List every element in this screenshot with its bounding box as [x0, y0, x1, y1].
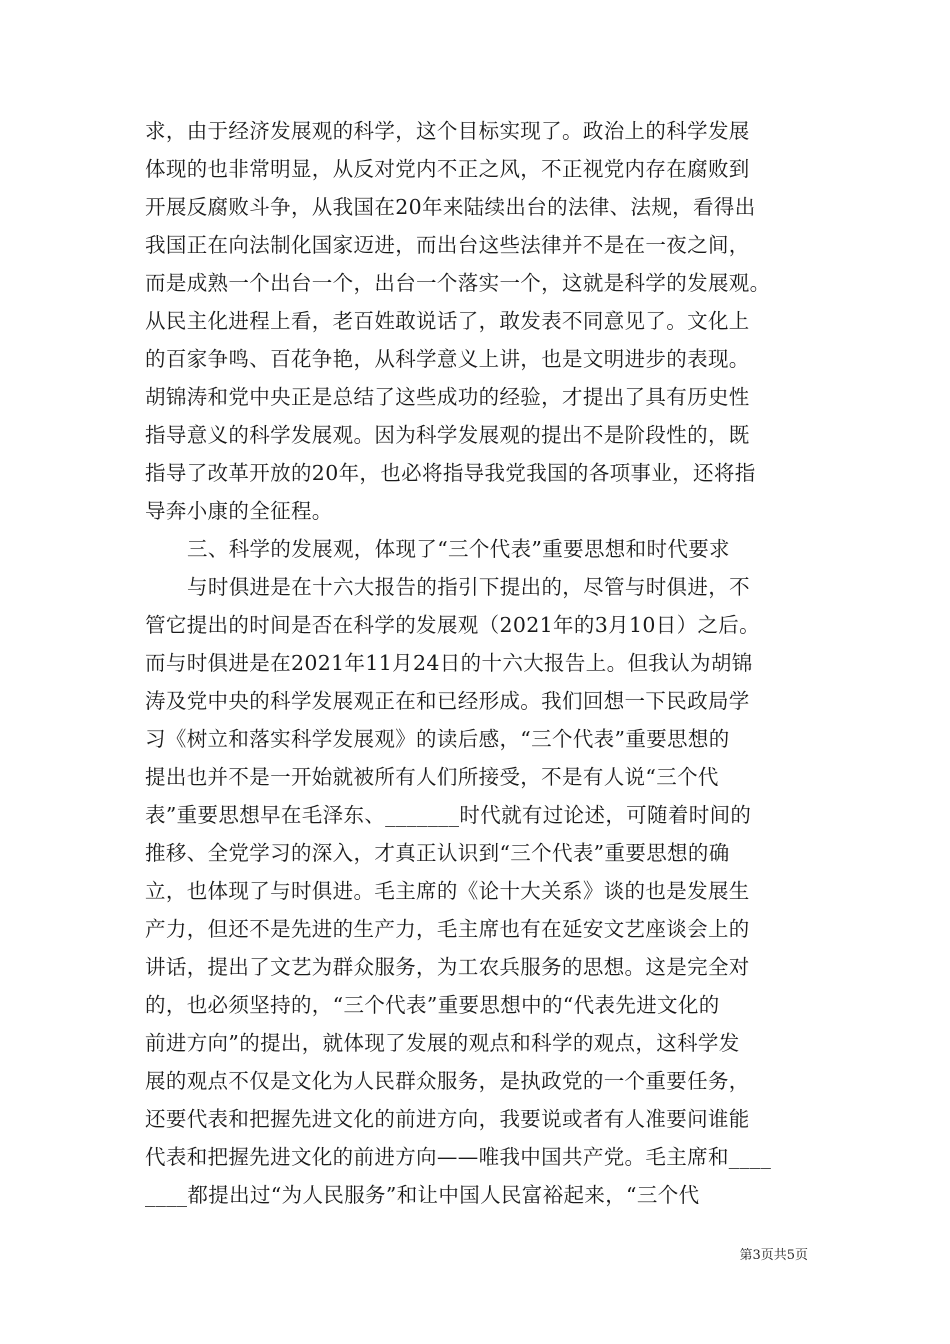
paragraph-first-line: 与时俱进是在十六大报告的指引下提出的，尽管与时俱进，不 — [187, 575, 750, 599]
text-line: 还要代表和把握先进文化的前进方向，我要说或者有人准要问谁能 — [145, 1107, 750, 1131]
text-line: 指导意义的科学发展观。因为科学发展观的提出不是阶段性的，既 — [145, 423, 750, 447]
text-line: 导奔小康的全征程。 — [145, 499, 333, 523]
text-line: 我国正在向法制化国家迈进，而出台这些法律并不是在一夜之间， — [145, 233, 750, 257]
text-line: 代表和把握先进文化的前进方向——唯我中国共产党。毛主席和____ — [145, 1145, 772, 1169]
text-line: 提出也并不是一开始就被所有人们所接受，不是有人说“三个代 — [145, 765, 719, 789]
text-line: 求，由于经济发展观的科学，这个目标实现了。政治上的科学发展 — [145, 119, 750, 143]
text-line: 管它提出的时间是否在科学的发展观（2021年的3月10日）之后。 — [145, 613, 760, 637]
section-heading: 三、科学的发展观，体现了“三个代表”重要思想和时代要求 — [187, 537, 730, 561]
text-line: 涛及党中央的科学发展观正在和已经形成。我们回想一下民政局学 — [145, 689, 750, 713]
text-line: 的，也必须坚持的，“三个代表”重要思想中的“代表先进文化的 — [145, 993, 720, 1017]
text-line: 从民主化进程上看，老百姓敢说话了，敢发表不同意见了。文化上 — [145, 309, 750, 333]
text-line: ____都提出过“为人民服务”和让中国人民富裕起来，“三个代 — [145, 1183, 700, 1207]
text-line: 推移、全党学习的深入，才真正认识到“三个代表”重要思想的确 — [145, 841, 730, 865]
text-line: 而与时俱进是在2021年11月24日的十六大报告上。但我认为胡锦 — [145, 651, 753, 675]
text-line: 胡锦涛和党中央正是总结了这些成功的经验，才提出了具有历史性 — [145, 385, 750, 409]
text-line: 的百家争鸣、百花争艳，从科学意义上讲，也是文明进步的表现。 — [145, 347, 750, 371]
text-line: 讲话，提出了文艺为群众服务，为工农兵服务的思想。这是完全对 — [145, 955, 750, 979]
text-line: 而是成熟一个出台一个，出台一个落实一个，这就是科学的发展观。 — [145, 271, 771, 295]
text-line: 习《树立和落实科学发展观》的读后感，“三个代表”重要思想的 — [145, 727, 730, 751]
text-line: 表”重要思想早在毛泽东、_______时代就有过论述，可随着时间的 — [145, 803, 752, 827]
text-line: 前进方向”的提出，就体现了发展的观点和科学的观点，这科学发 — [145, 1031, 740, 1055]
text-line: 指导了改革开放的20年，也必将指导我党我国的各项事业，还将指 — [145, 461, 756, 485]
text-line: 开展反腐败斗争，从我国在20年来陆续出台的法律、法规，看得出 — [145, 195, 756, 219]
text-line: 立，也体现了与时俱进。毛主席的《论十大关系》谈的也是发展生 — [145, 879, 750, 903]
text-line: 体现的也非常明显，从反对党内不正之风，不正视党内存在腐败到 — [145, 157, 750, 181]
page-number: 第3页共5页 — [739, 1248, 808, 1263]
text-line: 产力，但还不是先进的生产力，毛主席也有在延安文艺座谈会上的 — [145, 917, 750, 941]
text-line: 展的观点不仅是文化为人民群众服务，是执政党的一个重要任务， — [145, 1069, 750, 1093]
